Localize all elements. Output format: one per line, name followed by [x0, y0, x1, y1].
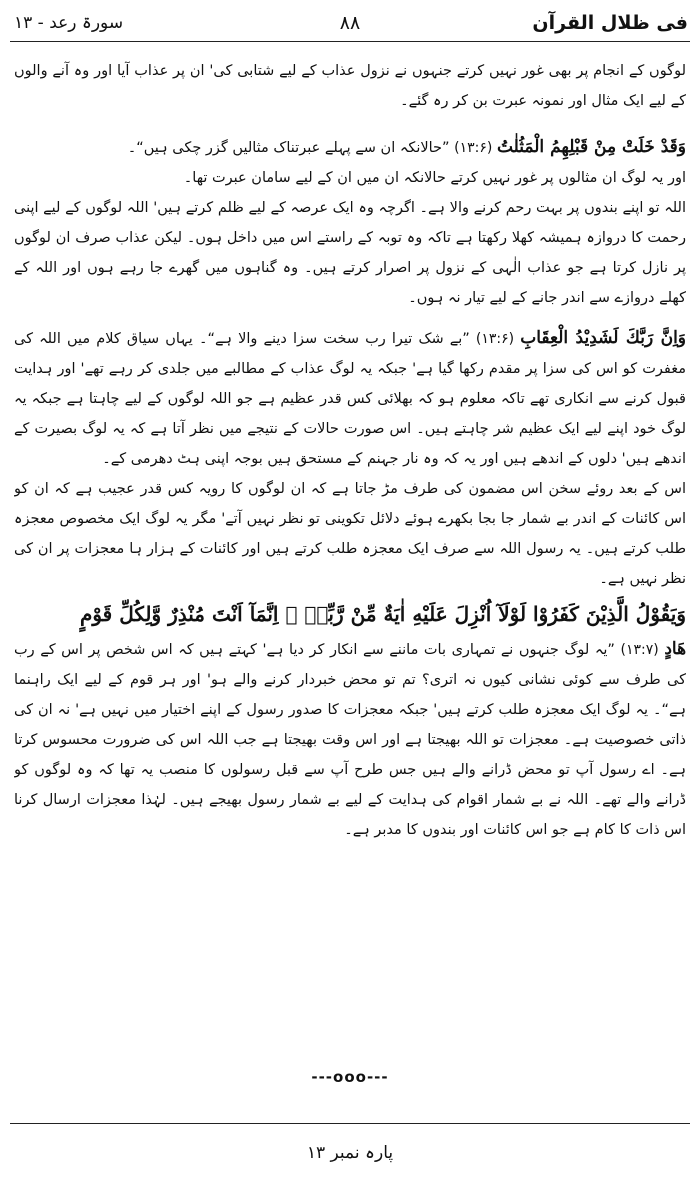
section-separator: ---ooo--- — [311, 1068, 389, 1086]
paragraph-7 — [14, 634, 686, 845]
paragraph-1: لوگوں کے انجام پر بھی غور نہیں کرتے جنہوں نے نزول عذاب کے لیے شتابی کی' ان پر عذاب آیا اور وہ آنے والوں کے لیے ایک مثال اور نمونہ عبرت بن کر رہ گئے۔ — [14, 63, 686, 109]
quran-verse-2: وَاِنَّ رَبَّكَ لَشَدِيْدُ الْعِقَابِ — [520, 328, 686, 348]
quran-verse-1: وَقَدْ خَلَتْ مِنْ قَبْلِهِمُ الْمَثُلٰتُ — [496, 137, 686, 157]
book-title: فی ظلال القرآن — [532, 12, 688, 34]
page-number: ۸۸ — [339, 12, 361, 34]
quran-verse-3: وَيَقُوْلُ الَّذِيْنَ كَفَرُوْا لَوْلَآ اُنْزِلَ عَلَيْهِ اٰيَةٌ مِّنْ رَّبِّهٖ ۭ اِنَّمَآ اَنْتَ مُنْذِرٌ وَّلِكُلِّ قَوْمٍ — [79, 602, 686, 626]
verse-1-reference: (۱۳:۶) — [454, 140, 493, 156]
footer-divider — [10, 1123, 690, 1124]
paragraph-3: اور یہ لوگ ان مثالوں پر غور نہیں کرتے حالانکہ ان میں ان کے لیے سامان عبرت تھا۔ — [183, 170, 686, 186]
verse-2-commentary: ”بے شک تیرا رب سخت سزا دینے والا ہے“۔ یہاں سیاق کلام میں اللہ کی مغفرت کو اس کی سزا پر مقدم رکھا گیا ہے' جبکہ یہ لوگ عذاب کے مطالبے میں جلدی کر رہے تھے' اور ہدایت قبول کرنے سے انکاری تھے تاکہ معلوم ہو کہ بھلائی کس قدر عظیم ہے جو اللہ لوگوں کے لیے چاہتا ہے جبکہ یہ لوگ خود اپنے لیے ایک عظیم شر چاہتے ہیں۔ اس صورت حالات کے نتیجے میں نظر آتا ہے کہ یہ لوگ بصیرت کے اندھے ہیں' دلوں کے اندھے ہیں اور یہ کہ وہ نار جہنم کے مستحق ہیں بوجہ اپنی ہٹ دھرمی کے۔ — [14, 331, 686, 467]
verse-3-reference: (۱۳:۷) — [620, 642, 659, 658]
page-body — [14, 56, 686, 1061]
header-divider — [10, 41, 690, 42]
quran-verse-3-continuation: هَادٍ — [664, 639, 686, 659]
paragraph-5 — [14, 323, 686, 474]
page-footer — [0, 1142, 700, 1163]
paragraph-4: اللہ تو اپنے بندوں پر بہت رحم کرنے والا ہے۔ اگرچہ وہ ایک عرصہ کے لیے ظلم کرتے ہیں' اللہ لوگوں کے لیے اپنی رحمت کا دروازہ ہمیشہ کھلا رکھتا ہے تاکہ وہ توبہ کے راستے اس میں داخل ہوں۔ لیکن عذاب صرف ان لوگوں پر نازل کرتا ہے جو عذاب الٰہی کے نزول پر اصرار کرتے ہیں۔ وہ گناہوں میں گھرے جا رہے ہوں اور اللہ کے کھلے دروازے سے اندر جانے کے لیے تیار نہ ہوں۔ — [14, 200, 686, 306]
para-number: پارہ نمبر ۱۳ — [306, 1143, 394, 1163]
verse-1-translation: ”حالانکہ ان سے پہلے عبرتناک مثالیں گزر چکی ہیں“۔ — [127, 140, 450, 156]
paragraph-6: اس کے بعد روئے سخن اس مضمون کی طرف مڑ جاتا ہے کہ ان لوگوں کا رویہ کس قدر عجیب ہے کہ ان کو اس کائنات کے اندر بے شمار جا بجا بکھرے ہوئے دلائل تکوینی تو نظر نہیں آتے' مگر یہ لوگ ایک مخصوص معجزہ طلب کرتے ہیں۔ یہ رسول اللہ سے صرف ایک معجزہ طلب کرتے ہیں اور کائنات کے ہزار ہا معجزات پر ان کی نظر نہیں ہے۔ — [14, 481, 686, 587]
paragraph-2 — [14, 132, 686, 163]
verse-2-reference: (۱۳:۶) — [475, 331, 515, 347]
page-header — [10, 8, 690, 38]
verse-3-commentary: ”یہ لوگ جنہوں نے تمہاری بات ماننے سے انکار کر دیا ہے' کہتے ہیں کہ اس شخص پر اس کے رب کی طرف سے کوئی نشانی کیوں نہ اتری؟ تم تو محض خبردار کرنے والے ہو' اور ہر قوم کے لیے ایک راہنما ہے“۔ یہ لوگ ایک معجزہ طلب کرتے ہیں' جبکہ معجزات کا صدور رسول کے اپنے اختیار میں نہیں ہے' نہ ان کی ذاتی خصوصیت ہے۔ معجزات تو اللہ بھیجتا ہے اور اس وقت بھیجتا ہے جب اللہ اس کی ضرورت محسوس کرتا ہے۔ اے رسول آپ تو محض ڈرانے والے ہیں جس طرح آپ سے قبل رسولوں کا منصب یہ تھا کہ وہ لوگوں کو ڈرانے والے تھے۔ اللہ نے بے شمار اقوام کی ہدایت کے لیے بے شمار رسول بھیجے ہیں۔ لہٰذا معجزات ارسال کرنا اس ذات کا کام ہے جو اس کائنات اور بندوں کا مدبر ہے۔ — [14, 642, 686, 838]
surah-reference: سورۃ رعد - ۱۳ — [14, 13, 124, 33]
